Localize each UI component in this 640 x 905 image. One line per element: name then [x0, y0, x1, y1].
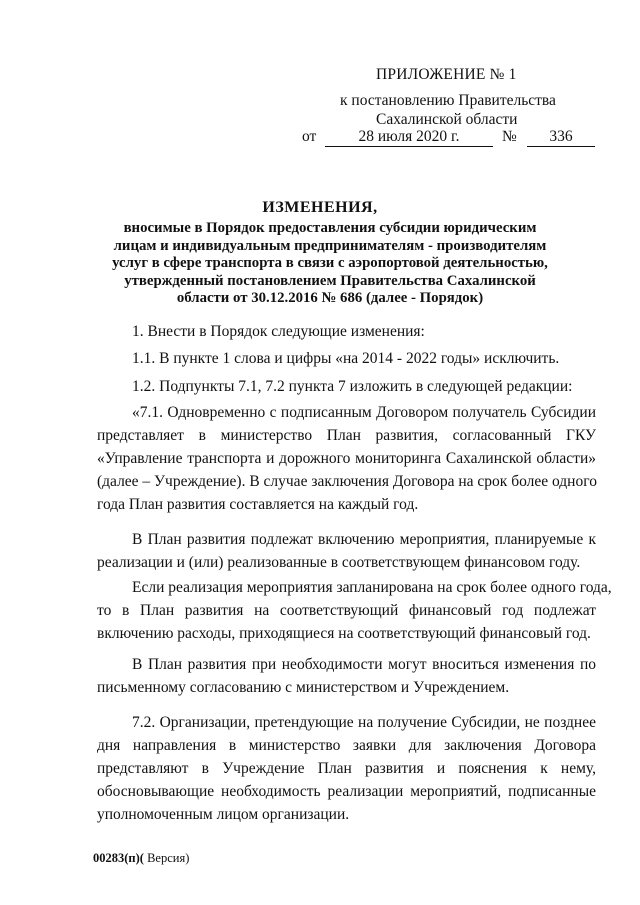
- document-footer: [93, 851, 189, 866]
- appendix-region-text: Сахалинской области: [376, 111, 518, 128]
- paragraph-line: Если реализация мероприятия запланирована на срок более одного года,: [132, 579, 612, 596]
- paragraph-line: года План развития составляется на каждый год.: [97, 496, 419, 513]
- paragraph-line: письменному согласованию с министерством и Учреждением.: [97, 679, 510, 696]
- paragraph: [97, 347, 596, 370]
- paragraph-line: «7.1. Одновременно с подписанным Договором получатель Субсидии: [132, 404, 596, 421]
- paragraph-line: то в План развития на соответствующий финансовый год подлежат: [97, 602, 596, 619]
- subtitle-line: лицам и индивидуальным предпринимателям - производителям: [113, 237, 547, 254]
- document-subtitle: [110, 220, 550, 308]
- document-title: ИЗМЕНЕНИЯ,: [262, 199, 378, 216]
- paragraph: [97, 653, 596, 699]
- footer-version: Версия): [143, 851, 190, 865]
- paragraph-line: 1. Внести в Порядок следующие изменения:: [132, 323, 425, 340]
- paragraph-line: В План развития подлежат включению мероприятия, планируемые к: [132, 531, 596, 548]
- paragraph-line: (далее – Учреждение). В случае заключения Договора на срок более одного: [97, 473, 597, 490]
- paragraph: [97, 711, 596, 826]
- from-label: от: [302, 128, 317, 145]
- resolution-number: 336: [527, 128, 595, 147]
- paragraph-line: обосновывающие необходимость реализации мероприятий, подписанные: [97, 783, 596, 800]
- paragraph-line: уполномоченным лицом организации.: [97, 806, 350, 823]
- footer-code: 00283(п)(: [93, 851, 144, 865]
- subtitle-line: услуг в сфере транспорта в связи с аэропортовой деятельностью,: [112, 255, 548, 272]
- paragraph-line: представляют в Учреждение План развития и пояснения к нему,: [97, 760, 596, 777]
- paragraph: [97, 375, 596, 398]
- paragraph-line: 1.1. В пункте 1 слова и цифры «на 2014 - 2022 годы» исключить.: [132, 350, 560, 367]
- paragraph-line: дня направления в министерство заявки для заключения Договора: [97, 737, 596, 754]
- paragraph-line: «Управление транспорта и дорожного мониторинга Сахалинской области»: [97, 450, 596, 467]
- paragraph-line: включению расходы, приходящиеся на соответствующий финансовый год.: [97, 625, 591, 642]
- paragraph: [97, 528, 596, 574]
- subtitle-line: области от 30.12.2016 № 686 (далее - Порядок): [176, 290, 484, 307]
- paragraph-line: 7.2. Организации, претендующие на получение Субсидии, не позднее: [132, 714, 596, 731]
- paragraph-line: 1.2. Подпункты 7.1, 7.2 пункта 7 изложить в следующей редакции:: [132, 378, 573, 395]
- appendix-resolution-text: к постановлению Правительства: [340, 92, 556, 109]
- paragraph-line: представляет в министерство План развития, согласованный ГКУ: [97, 427, 596, 444]
- resolution-date: 28 июля 2020 г.: [325, 128, 493, 147]
- subtitle-line: вносимые в Порядок предоставления субсидии юридическим: [123, 220, 537, 236]
- paragraph: [97, 576, 612, 645]
- paragraph-line: В План развития при необходимости могут вноситься изменения по: [132, 656, 596, 673]
- appendix-title: ПРИЛОЖЕНИЕ № 1: [376, 66, 517, 83]
- paragraph: [97, 401, 596, 516]
- subtitle-line: утвержденный постановлением Правительства Сахалинской: [124, 272, 536, 289]
- number-label: №: [502, 128, 517, 145]
- paragraph-line: реализации и (или) реализованные в соответствующем финансовом году.: [97, 554, 581, 571]
- paragraph: [97, 320, 596, 343]
